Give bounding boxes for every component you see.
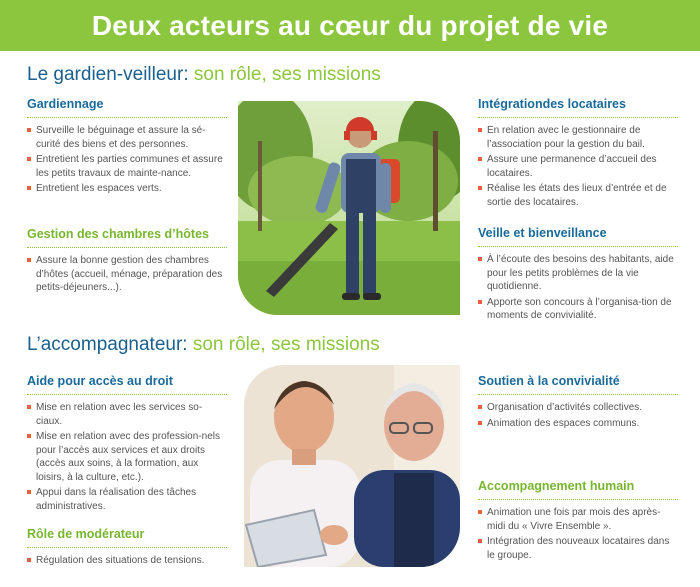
section-gardien-title bbox=[27, 64, 381, 86]
list-item: Régulation des situations de tensions. bbox=[27, 554, 227, 568]
list-item: Mise en relation avec des profession-nels pour l’accès aux services et aux droits (accès aux soins, à la formation, aux loisirs, à la culture, etc.). bbox=[27, 430, 227, 484]
section-accompagnateur-title bbox=[27, 334, 380, 356]
list-item: Surveille le béguinage et assure la sé-curité des biens et des personnes. bbox=[27, 124, 227, 151]
list-item: Intégration des nouveaux locataires dans le groupe. bbox=[478, 535, 678, 562]
block-chambres-title: Gestion des chambres d’hôtes bbox=[27, 226, 227, 248]
block-integration-list bbox=[478, 124, 678, 209]
list-item: Entretient les espaces verts. bbox=[27, 182, 227, 196]
block-moderateur bbox=[27, 526, 227, 570]
list-item: Organisation d’activités collectives. bbox=[478, 401, 678, 415]
block-veille-list bbox=[478, 253, 678, 323]
list-item: Mise en relation avec les services so-ciaux. bbox=[27, 401, 227, 428]
list-item: Assure la bonne gestion des chambres d’hôtes (accueil, ménage, préparation des petits-déjeuners...). bbox=[27, 254, 227, 295]
section-accompagnateur-title-main: L’accompagnateur: bbox=[27, 334, 188, 355]
section-accompagnateur-title-sub: son rôle, ses missions bbox=[187, 334, 380, 355]
list-item: Réalise les états des lieux d’entrée et de sortie des locataires. bbox=[478, 182, 678, 209]
block-moderateur-list bbox=[27, 554, 227, 568]
list-item: Animation des espaces communs. bbox=[478, 417, 678, 431]
block-gardiennage-title: Gardiennage bbox=[27, 96, 227, 118]
block-integration-title: Intégrationdes locataires bbox=[478, 96, 678, 118]
section-gardien-title-sub: son rôle, ses missions bbox=[188, 64, 381, 85]
block-convivialite-title: Soutien à la convivialité bbox=[478, 373, 678, 395]
block-humain-list bbox=[478, 506, 678, 562]
block-integration bbox=[478, 96, 678, 211]
block-droit bbox=[27, 373, 227, 515]
block-moderateur-title: Rôle de modérateur bbox=[27, 526, 227, 548]
list-item: En relation avec le gestionnaire de l’association pour la gestion du bail. bbox=[478, 124, 678, 151]
block-convivialite bbox=[478, 373, 678, 432]
block-convivialite-list bbox=[478, 401, 678, 430]
block-humain bbox=[478, 478, 678, 564]
block-gardiennage-list bbox=[27, 124, 227, 196]
block-gardiennage bbox=[27, 96, 227, 198]
page-banner-title: Deux acteurs au cœur du projet de vie bbox=[0, 0, 700, 51]
list-item: Assure une permanence d’accueil des locataires. bbox=[478, 153, 678, 180]
block-humain-title: Accompagnement humain bbox=[478, 478, 678, 500]
block-droit-title: Aide pour accès au droit bbox=[27, 373, 227, 395]
list-item: Entretient les parties communes et assure les petits travaux de mainte-nance. bbox=[27, 153, 227, 180]
gardener-photo bbox=[238, 101, 460, 315]
block-chambres bbox=[27, 226, 227, 297]
block-chambres-list bbox=[27, 254, 227, 295]
block-veille bbox=[478, 225, 678, 325]
list-item: Animation une fois par mois des après-midi du « Vivre Ensemble ». bbox=[478, 506, 678, 533]
list-item: Appui dans la réalisation des tâches administratives. bbox=[27, 486, 227, 513]
list-item: Apporte son concours à l’organisa-tion de moments de convivialité. bbox=[478, 296, 678, 323]
accompagnateur-photo bbox=[244, 365, 460, 567]
list-item: À l’écoute des besoins des habitants, aide pour les petits problèmes de la vie quotidienne. bbox=[478, 253, 678, 294]
block-droit-list bbox=[27, 401, 227, 513]
block-veille-title: Veille et bienveillance bbox=[478, 225, 678, 247]
section-gardien-title-main: Le gardien-veilleur: bbox=[27, 64, 189, 85]
